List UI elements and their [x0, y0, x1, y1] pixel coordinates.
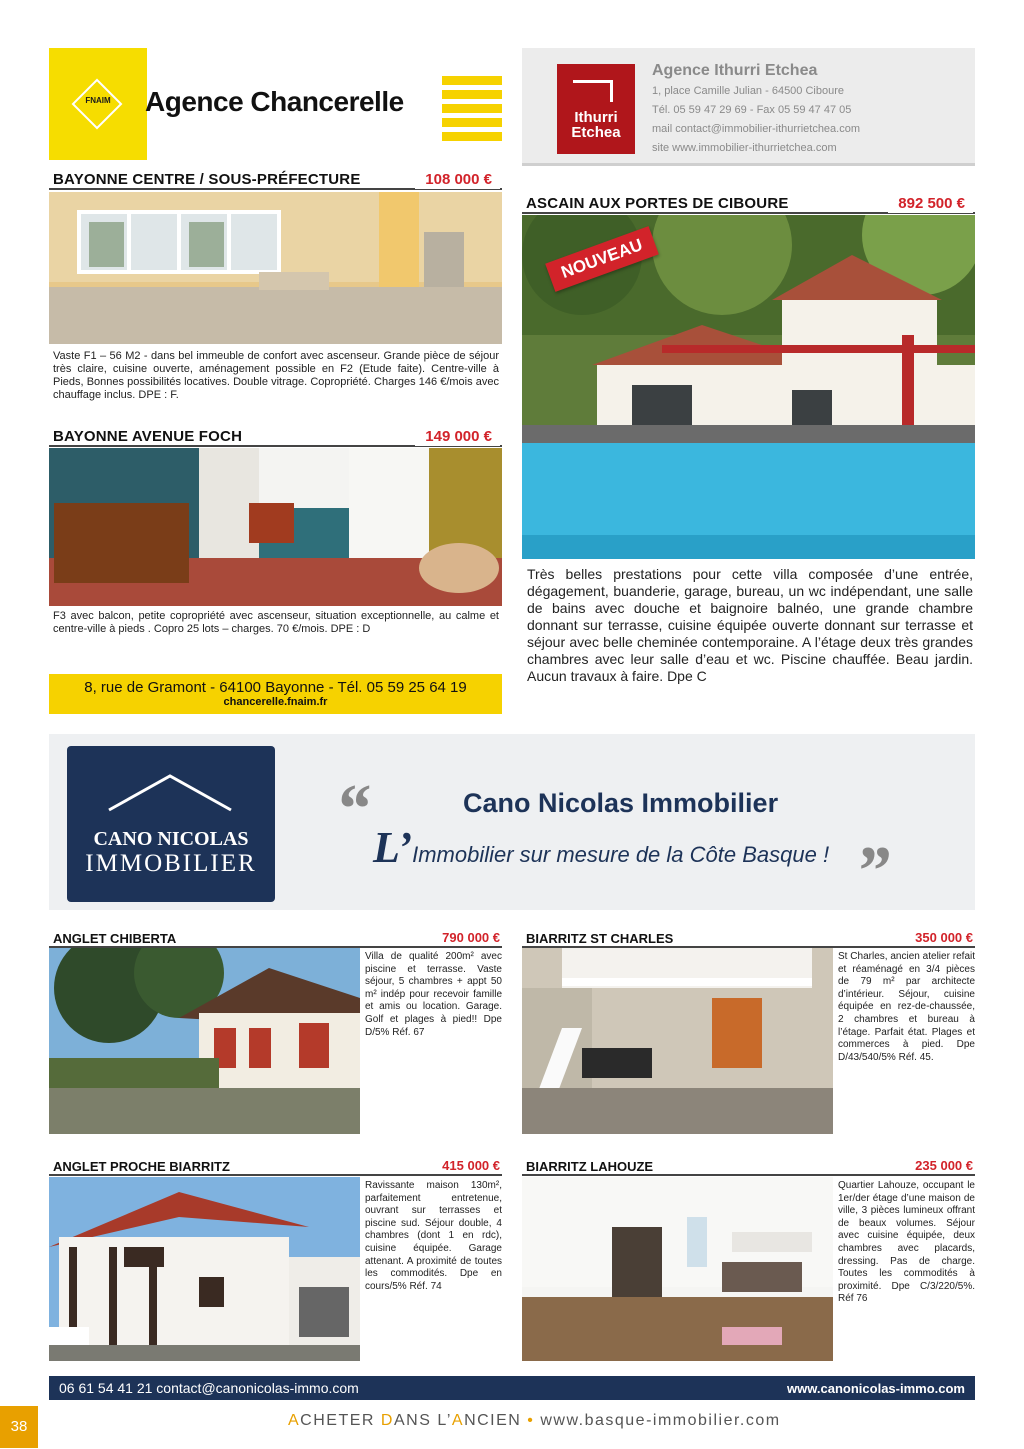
listing-title: BIARRITZ LAHOUZE [526, 1159, 654, 1174]
listing-title: ASCAIN AUX PORTES DE CIBOURE [526, 195, 789, 212]
cano-logo [67, 746, 275, 902]
agency-name: Agence Ithurri Etchea [652, 62, 818, 79]
footer-initial: D [380, 1412, 394, 1429]
listing-header [522, 194, 975, 214]
listing-header [49, 427, 502, 447]
listing-description: F3 avec balcon, petite copropriété avec ascenseur, situation exceptionnelle, au calme et centre-ville à pieds . Copro 25 lots – charges. 70 €/mois. DPE : D [53, 610, 499, 635]
quote-close: ” [855, 833, 890, 910]
agency-website-link[interactable]: chancerelle.fnaim.fr [223, 696, 328, 708]
listing-price: 235 000 € [915, 1158, 973, 1173]
property-photo [49, 448, 502, 606]
footer-website-link[interactable]: www.basque-immobilier.com [540, 1412, 781, 1429]
fnaim-logo-text: FNAIM [85, 96, 111, 105]
listing-description: Ravissante maison 130m², parfaitement entretenue, ouvrant sur terrasses et piscine sud. Séjour double, 4 chambres (dont 1 en rdc), cuisine équipée. Garage attenant. A proximité de toutes les commodités. Dpe en cours/5% Réf. 74 [365, 1180, 502, 1292]
footer-separator: • [521, 1412, 541, 1429]
listing-title: ANGLET CHIBERTA [53, 931, 177, 946]
listing-header [522, 1156, 975, 1176]
ithurri-logo [557, 64, 635, 154]
listing-price: 350 000 € [915, 930, 973, 945]
footer-initial: A [451, 1412, 465, 1429]
fnaim-logo [49, 48, 147, 160]
chancerelle-footer [49, 674, 502, 714]
stripes-decoration [442, 76, 502, 146]
listing-description: St Charles, ancien atelier refait et réaménagé en 3/4 pièces de 79 m² par architecte d’intérieur. Séjour, cuisine équipée en rez-de-chaussée, 2 chambres et bureau à l’étage. Parfait état. Plages et commerces à pied. Dpe D/43/540/5% Réf. 45. [838, 951, 975, 1063]
listing-title: BIARRITZ ST CHARLES [526, 931, 674, 946]
agency-email[interactable]: mail contact@immobilier-ithurrietchea.com [652, 123, 861, 135]
logo-line: Etchea [571, 124, 621, 141]
listing-header [49, 170, 502, 190]
listing-price: 149 000 € [415, 427, 500, 446]
house-icon [573, 80, 613, 102]
slogan-l: L’ [373, 823, 413, 872]
listing-description: Très belles prestations pour cette villa composée d’une entrée, dégagement, buanderie, garage, bureau, un wc indépendant, une salle de bains avec douche et baignoire balnéo, une grande chambre donnant sur terrasse, cuisine équipée ouverte donnant sur terrasse et séjour avec belle cheminée contemporaine. A l’étage deux très grandes chambres avec leur salle d’eau et wc. Piscine chauffée. Beau jardin. Aucun travaux à faire. Dpe C [527, 566, 973, 684]
quote-open: “ [335, 771, 370, 848]
listing-price: 790 000 € [442, 930, 500, 945]
page-footer [288, 1412, 781, 1430]
listing-description: Villa de qualité 200m² avec piscine et terrasse. Vaste séjour, 5 chambres + appt 50 m² indép pour recevoir famille et amis ou location. Garage. Golf et plages à pied!! Dpe D/5% Réf. 67 [365, 951, 502, 1038]
listing-header [522, 928, 975, 948]
footer-word: CHETER [300, 1412, 381, 1429]
footer-word: ANS L’ [393, 1412, 452, 1429]
property-photo [49, 192, 502, 344]
logo-line: Ithurri [574, 109, 618, 126]
property-photo [522, 948, 833, 1134]
property-photo [49, 948, 360, 1134]
listing-title: BAYONNE AVENUE FOCH [53, 428, 243, 445]
logo-line: CANO NICOLAS [93, 828, 249, 850]
listing-header [49, 928, 502, 948]
agency-address: 1, place Camille Julian - 64500 Ciboure [652, 85, 844, 97]
listing-price: 892 500 € [888, 194, 973, 213]
slogan-title: Cano Nicolas Immobilier [463, 788, 779, 818]
cano-footer [49, 1376, 975, 1400]
property-photo [49, 1177, 360, 1361]
listing-description: Quartier Lahouze, occupant le 1er/der étage d’une maison de ville, 3 pièces lumineux offrant de beaux volumes. Séjour avec cuisine équipée, deux chambres avec placards, dressing. Pas de charge. Toutes les commodités à proximité. Dpe C/3/220/5%. Réf 76 [838, 1180, 975, 1305]
listing-price: 108 000 € [415, 170, 500, 189]
listing-title: ANGLET PROCHE BIARRITZ [53, 1159, 230, 1174]
footer-word: NCIEN [464, 1412, 522, 1429]
logo-line: IMMOBILIER [85, 850, 257, 877]
ithurri-header [522, 48, 975, 166]
roof-icon [107, 772, 233, 812]
listing-description: Vaste F1 – 56 M2 - dans bel immeuble de confort avec ascenseur. Grande pièce de séjour très claire, cuisine ouverte, aménagement possible en F2 (Etude faite). Centre-ville à Pieds, Bonnes possibilités locatives. Double vitrage. Copropriété. Charges 146 €/mois avec chauffage inclus. DPE : F. [53, 350, 499, 401]
slogan-text: Immobilier sur mesure de la Côte Basque ! [412, 842, 830, 867]
agency-phone: Tél. 05 59 47 29 69 - Fax 05 59 47 47 05 [652, 104, 852, 116]
listing-header [49, 1156, 502, 1176]
new-badge: NOUVEAU [545, 226, 659, 292]
listing-title: BAYONNE CENTRE / SOUS-PRÉFECTURE [53, 171, 361, 188]
footer-initial: A [288, 1412, 301, 1429]
agency-info [652, 60, 860, 158]
contact-info[interactable]: 06 61 54 41 21 contact@canonicolas-immo.com [59, 1380, 359, 1396]
page-number: 38 [0, 1406, 38, 1448]
agency-title: Agence Chancerelle [145, 86, 404, 117]
property-photo [522, 1177, 833, 1361]
listing-price: 415 000 € [442, 1158, 500, 1173]
agency-website-link[interactable]: www.canonicolas-immo.com [787, 1381, 965, 1396]
slogan [373, 822, 829, 873]
agency-website-link[interactable]: site www.immobilier-ithurrietchea.com [652, 142, 837, 154]
agency-address: 8, rue de Gramont - 64100 Bayonne - Tél. 05 59 25 64 19 [84, 679, 467, 696]
chancerelle-header [49, 48, 502, 160]
